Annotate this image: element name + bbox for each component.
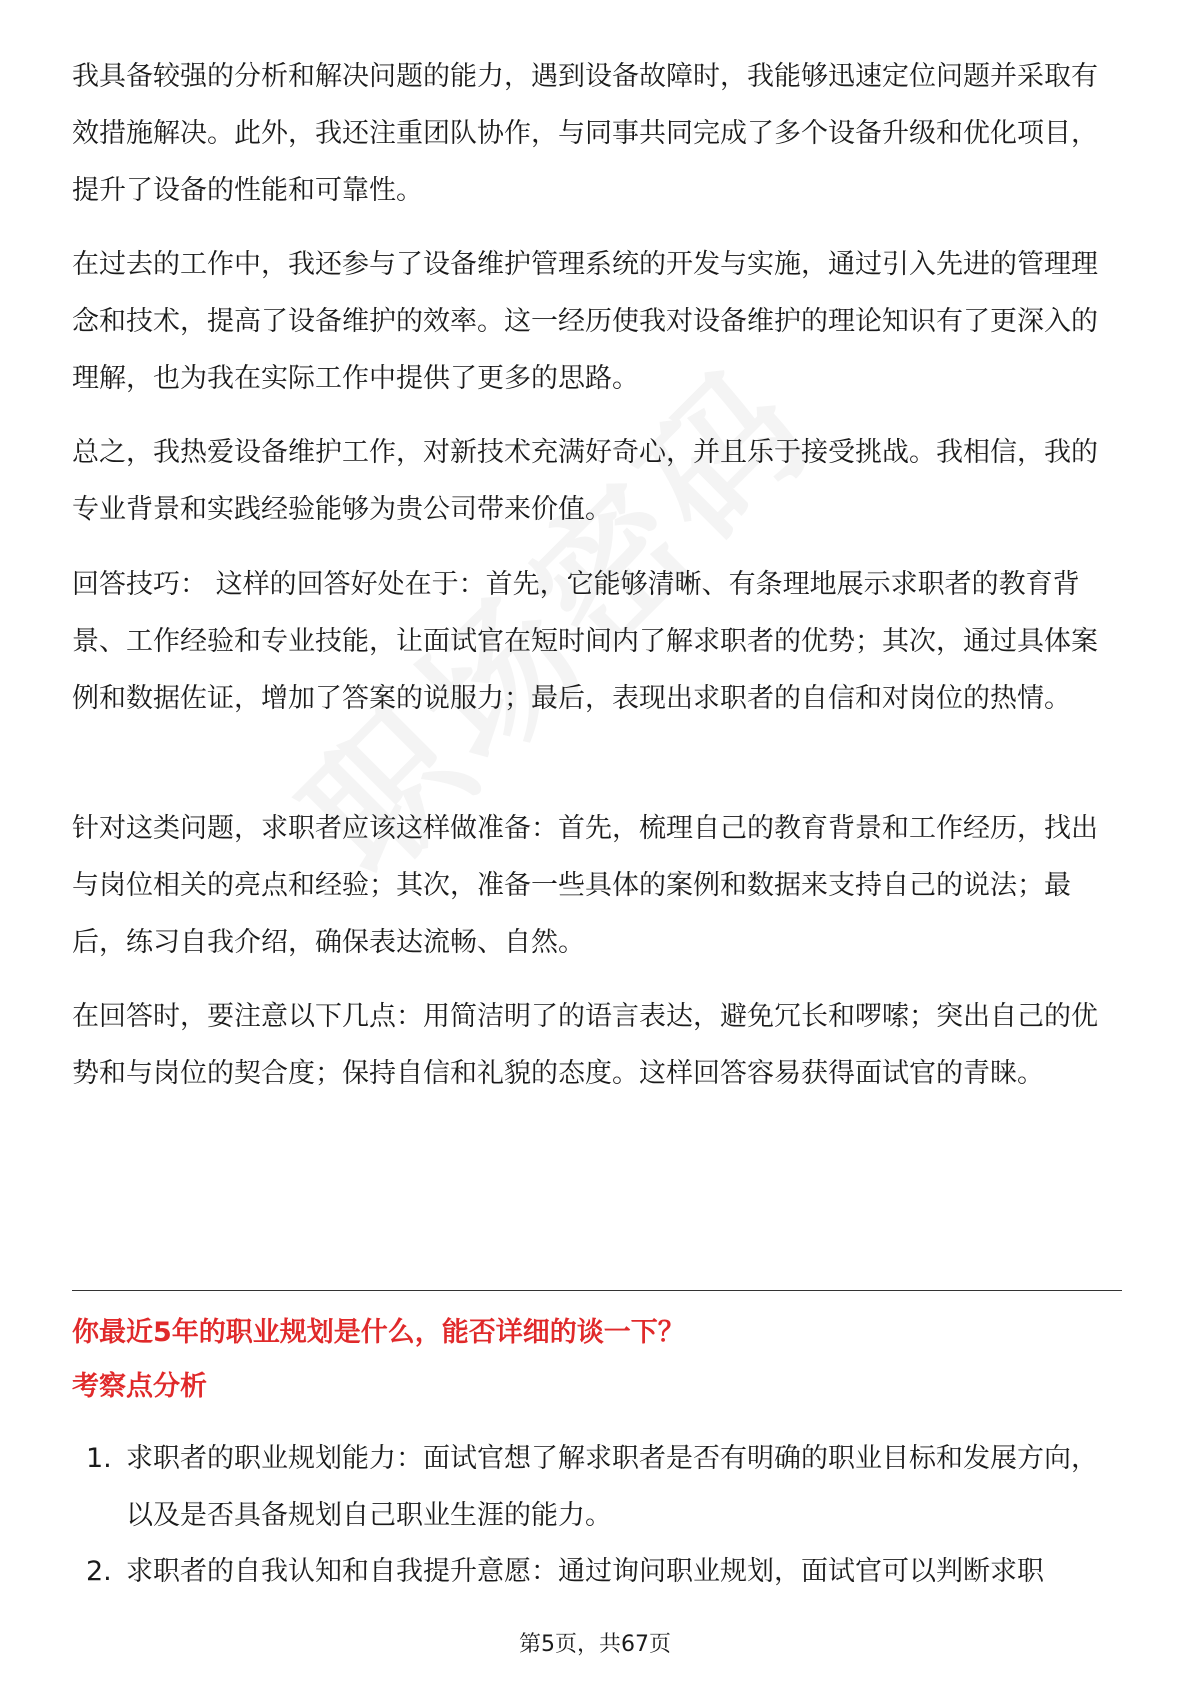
question-heading: 你最近5年的职业规划是什么，能否详细的谈一下？	[72, 1317, 685, 1348]
paragraph-notes: 在回答时，要注意以下几点：用简洁明了的语言表达，避免冗长和啰嗦；突出自己的优势和与岗位的契合度；保持自信和礼貌的态度。这样回答容易获得面试官的青睐。	[72, 1001, 1098, 1089]
section-divider	[72, 1290, 1122, 1291]
paragraph-experience: 在过去的工作中，我还参与了设备维护管理系统的开发与实施，通过引入先进的管理理念和技术，提高了设备维护的效率。这一经历使我对设备维护的理论知识有了更深入的理解，也为我在实际工作中提供了更多的思路。	[72, 249, 1098, 394]
list-number: 1.	[86, 1443, 112, 1474]
paragraph-answer-tips: 回答技巧： 这样的回答好处在于：首先，它能够清晰、有条理地展示求职者的教育背景、工作经验和专业技能，让面试官在短时间内了解求职者的优势；其次，通过具体案例和数据佐证，增加了答案的说服力；最后，表现出求职者的自信和对岗位的热情。	[72, 569, 1098, 714]
paragraph-preparation: 针对这类问题，求职者应该这样做准备：首先，梳理自己的教育背景和工作经历，找出与岗位相关的亮点和经验；其次，准备一些具体的案例和数据来支持自己的说法；最后，练习自我介绍，确保表达流畅、自然。	[72, 813, 1098, 958]
list-number: 2.	[86, 1556, 112, 1587]
list-item-text: 求职者的自我认知和自我提升意愿：通过询问职业规划，面试官可以判断求职	[126, 1556, 1044, 1587]
analysis-heading: 考察点分析	[72, 1371, 207, 1402]
list-item	[72, 1430, 1122, 1544]
list-item	[72, 1543, 1122, 1600]
page-footer: 第5页，共67页	[519, 1632, 671, 1657]
paragraph-skills: 我具备较强的分析和解决问题的能力，遇到设备故障时，我能够迅速定位问题并采取有效措施解决。此外，我还注重团队协作，与同事共同完成了多个设备升级和优化项目，提升了设备的性能和可靠性。	[72, 61, 1098, 206]
list-item-text: 求职者的职业规划能力：面试官想了解求职者是否有明确的职业目标和发展方向，以及是否具备规划自己职业生涯的能力。	[126, 1443, 1098, 1531]
paragraph-summary: 总之，我热爱设备维护工作，对新技术充满好奇心，并且乐于接受挑战。我相信，我的专业背景和实践经验能够为贵公司带来价值。	[72, 437, 1098, 525]
